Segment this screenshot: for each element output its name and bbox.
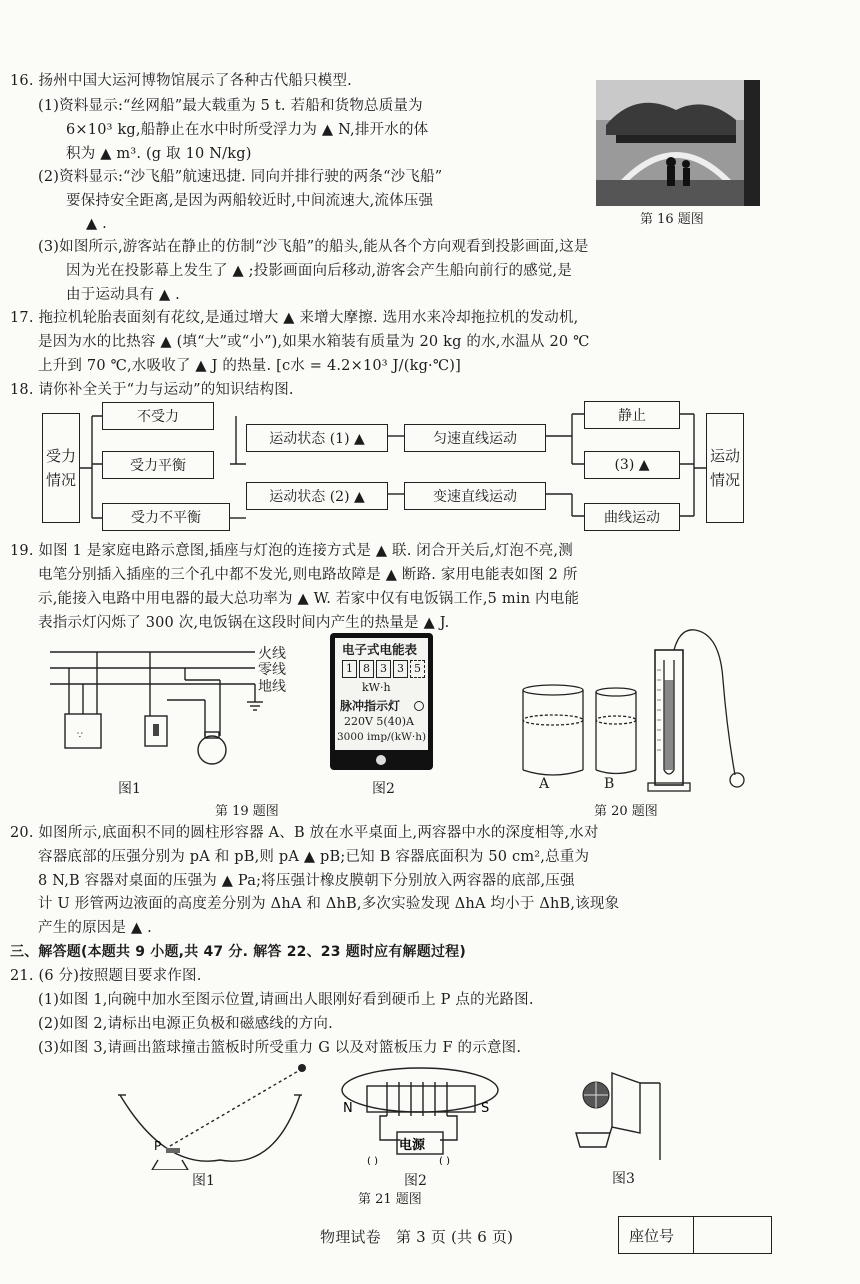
q21-fig1-label: 图1	[192, 1173, 215, 1189]
q21-stem: 21. (6 分)按照题目要求作图.	[10, 968, 202, 984]
q21-line: (1)如图 1,向碗中加水至图示位置,请画出人眼刚好看到硬币上 P 点的光路图.	[38, 992, 534, 1008]
q21-caption: 第 21 题图	[358, 1192, 422, 1207]
screw-icon	[376, 755, 386, 765]
q16-line: (1)资料显示:“丝网船”最大载重为 5 t. 若船和货物总质量为	[38, 98, 423, 114]
q18-right-box: 运动情况	[706, 413, 744, 523]
q17-stem: 17. 拖拉机轮胎表面刻有花纹,是通过增大 ▲ 来增大摩擦. 选用水来冷却拖拉机的发动机,	[10, 310, 579, 326]
q20-fig-containers	[515, 620, 745, 800]
q17-line: 上升到 70 ℃,水吸收了 ▲ J 的热量. [c水 = 4.2×10³ J/(kg·℃)]	[38, 358, 462, 374]
q18-box-rest: 静止	[584, 401, 680, 429]
pole-n-label: N	[343, 1101, 353, 1116]
pole-s-label: S	[481, 1101, 490, 1116]
q16-line: 积为 ▲ m³. (g 取 10 N/kg)	[66, 146, 252, 162]
q19-line: 电笔分别插入插座的三个孔中都不发光,则电路故障是 ▲ 断路. 家用电能表如图 2 所	[38, 567, 578, 583]
paren-right: ( )	[439, 1156, 450, 1165]
q18-box-uniform: 匀速直线运动	[404, 424, 546, 452]
pulse-light-icon	[414, 701, 424, 711]
q18-box-balanced: 受力平衡	[102, 451, 214, 479]
q18-box-blank-3: (3) ▲	[584, 451, 680, 479]
q16-line: ▲ .	[86, 216, 107, 232]
q18-stem: 18. 请你补全关于“力与运动”的知识结构图.	[10, 382, 294, 398]
q18-box-no-force: 不受力	[102, 402, 214, 430]
seat-number-box[interactable]	[618, 1216, 772, 1254]
q16-stem: 16. 扬州中国大运河博物馆展示了各种古代船只模型.	[10, 73, 352, 89]
q21-fig1-bowl	[110, 1060, 320, 1170]
meter-digit: 8	[359, 660, 374, 678]
q16-line: 由于运动具有 ▲ .	[66, 287, 180, 303]
q20-line: 产生的原因是 ▲ .	[38, 920, 152, 936]
meter-pulse-label: 脉冲指示灯	[340, 699, 401, 713]
paren-left: ( )	[367, 1156, 378, 1165]
q18-box-variable: 变速直线运动	[404, 482, 546, 510]
meter-spec-2: 3000 imp/(kW·h)	[337, 731, 427, 743]
q19-caption: 第 19 题图	[215, 804, 279, 819]
label-ground-wire: 地线	[258, 679, 286, 695]
q16-line: 因为光在投影幕上发生了 ▲ ;投影画面向后移动,游客会产生船向前行的感觉,是	[66, 263, 573, 279]
q16-photo	[596, 80, 760, 206]
q18-box-unbalanced: 受力不平衡	[102, 503, 230, 531]
container-a-label: A	[539, 776, 550, 792]
q17-line: 是因为水的比热容 ▲ (填“大”或“小”),如果水箱装有质量为 20 kg 的水,水温从 20 ℃	[38, 334, 590, 350]
q21-line: (2)如图 2,请标出电源正负极和磁感线的方向.	[38, 1016, 333, 1032]
q18-box-state-2: 运动状态 (2) ▲	[246, 482, 388, 510]
q16-line: (2)资料显示:“沙飞船”航速迅捷. 同向并排行驶的两条“沙飞船”	[38, 169, 443, 185]
point-p-label: P	[154, 1139, 162, 1153]
q19-line: 示,能接入电路中用电器的最大总功率为 ▲ W. 若家中仅有电饭锅工作,5 min 内电能	[38, 591, 580, 607]
q18-box-curve: 曲线运动	[584, 503, 680, 531]
seat-number-label: 座位号	[619, 1217, 694, 1253]
meter-digit: 3	[393, 660, 408, 678]
power-source-label: 电源	[399, 1138, 426, 1153]
q19-stem: 19. 如图 1 是家庭电路示意图,插座与灯泡的连接方式是 ▲ 联. 闭合开关后,灯泡不亮,测	[10, 543, 573, 559]
q16-line: 要保持安全距离,是因为两船较近时,中间流速大,流体压强	[66, 193, 434, 209]
meter-digit: 1	[342, 660, 357, 678]
q19-line: 表指示灯闪烁了 300 次,电饭锅在这段时间内产生的热量是 ▲ J.	[38, 615, 450, 631]
meter-digit: 3	[376, 660, 391, 678]
q20-line: 计 U 形管两边液面的高度差分别为 ΔhA 和 ΔhB,多次实验发现 ΔhA 均小于 ΔhB,该现象	[38, 896, 620, 912]
q21-fig2-label: 图2	[404, 1173, 427, 1189]
q20-stem: 20. 如图所示,底面积不同的圆柱形容器 A、B 放在水平桌面上,两容器中水的深度相等,水对	[10, 825, 599, 841]
q21-fig2-electromagnet	[335, 1060, 505, 1165]
svg-text:∵: ∵	[77, 731, 83, 741]
container-b-label: B	[604, 776, 615, 792]
q21-fig3-label: 图3	[612, 1171, 635, 1187]
q16-line: 6×10³ kg,船静止在水中时所受浮力为 ▲ N,排开水的体	[66, 122, 429, 138]
meter-title: 电子式电能表	[342, 642, 418, 657]
meter-unit: kW·h	[362, 681, 391, 694]
q21-line: (3)如图 3,请画出篮球撞击篮板时所受重力 G 以及对篮板压力 F 的示意图.	[38, 1040, 522, 1056]
meter-digit: 5	[410, 660, 425, 678]
label-neutral-wire: 零线	[258, 662, 286, 678]
q18-box-state-1: 运动状态 (1) ▲	[246, 424, 388, 452]
q16-line: (3)如图所示,游客站在静止的仿制“沙飞船”的船头,能从各个方向观看到投影画面,这是	[38, 239, 589, 255]
q20-line: 8 N,B 容器对桌面的压强为 ▲ Pa;将压强计橡皮膜朝下分别放入两容器的底部,压强	[38, 873, 575, 889]
q18-left-box: 受力情况	[42, 413, 80, 523]
section-3-heading: 三、解答题(本题共 9 小题,共 47 分. 解答 22、23 题时应有解题过程)	[10, 944, 466, 960]
meter-spec-1: 220V 5(40)A	[344, 715, 414, 728]
q20-line: 容器底部的压强分别为 pA 和 pB,则 pA ▲ pB;已知 B 容器底面积为 50 cm²,总重为	[38, 849, 590, 865]
energy-meter	[330, 633, 433, 770]
page-footer: 物理试卷 第 3 页 (共 6 页)	[320, 1228, 514, 1246]
q16-caption: 第 16 题图	[640, 212, 704, 227]
q20-caption: 第 20 题图	[594, 804, 658, 819]
label-fire-wire: 火线	[258, 646, 286, 662]
q21-fig3-basketball	[568, 1055, 678, 1165]
q19-fig2-label: 图2	[372, 781, 395, 797]
q19-fig1-label: 图1	[118, 781, 141, 797]
